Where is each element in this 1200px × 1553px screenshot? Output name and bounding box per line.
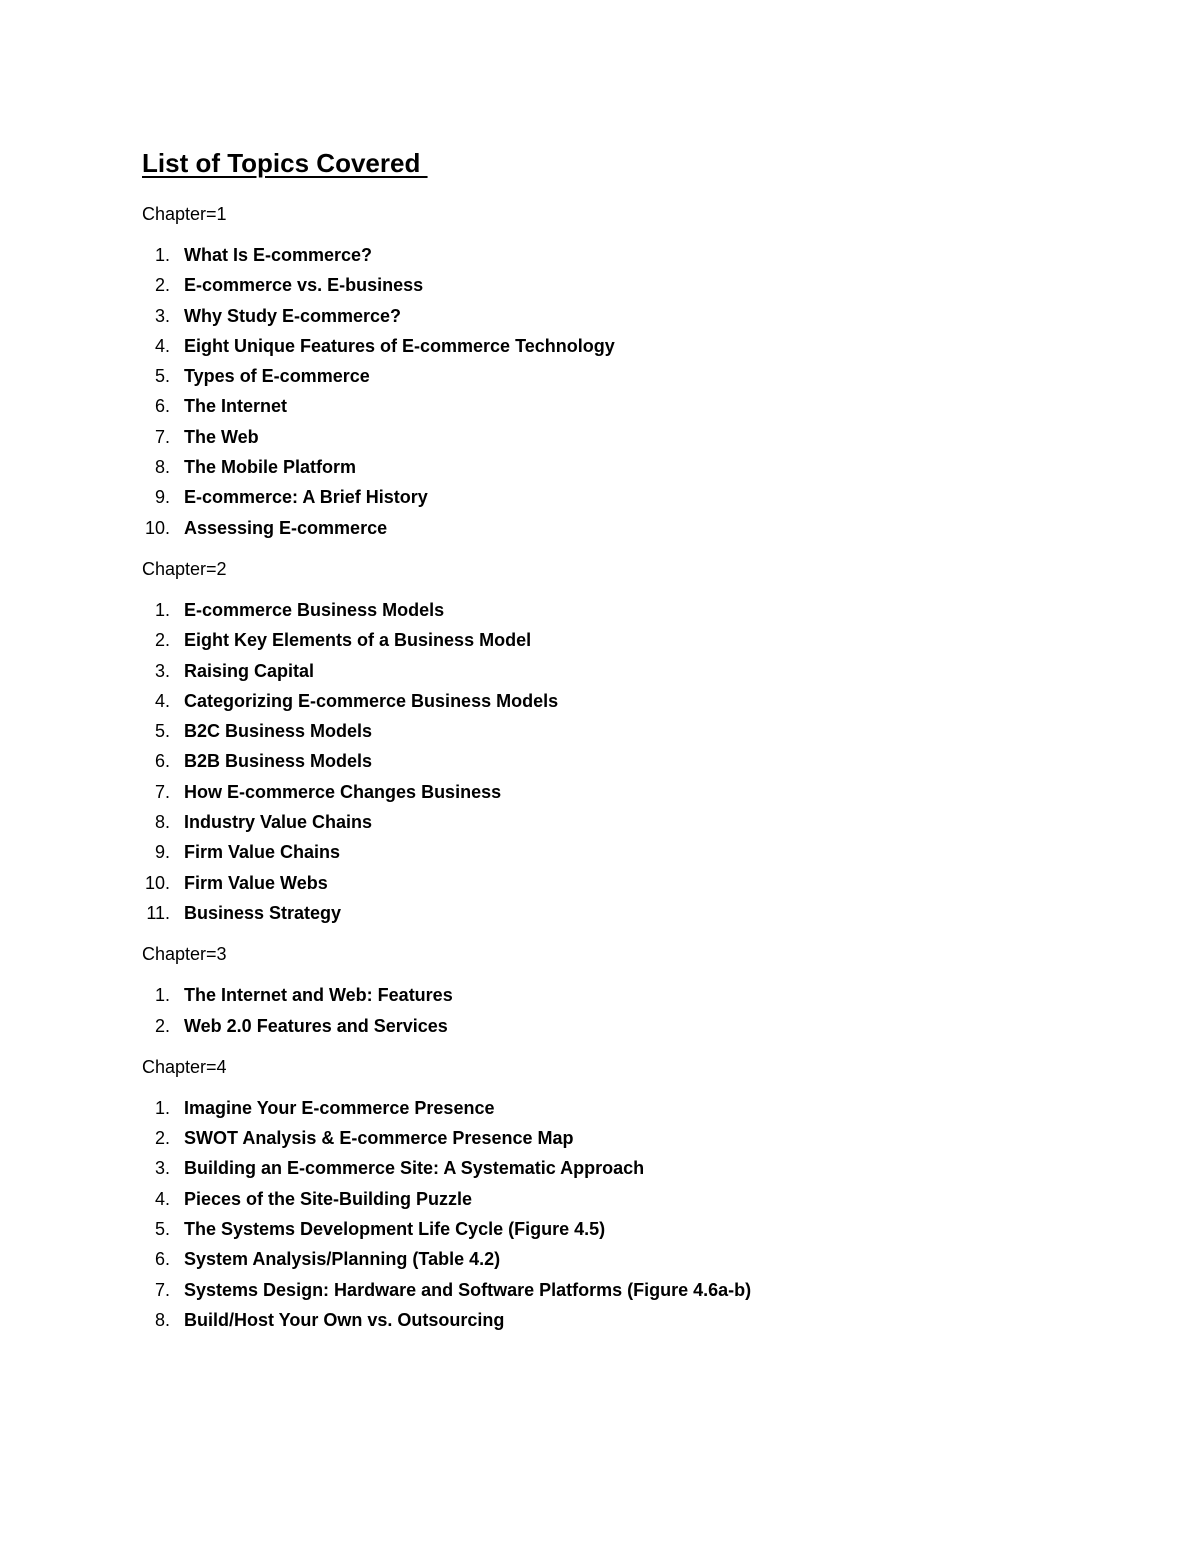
topic-item (142, 1123, 1122, 1153)
topic-item (142, 1093, 1122, 1123)
topic-number: 9. (154, 842, 170, 863)
topic-number: 5. (154, 1219, 170, 1240)
topic-item (142, 452, 1122, 482)
topic-label: E-commerce: A Brief History (184, 487, 428, 508)
topic-number: 4. (154, 335, 170, 356)
topic-list (142, 980, 1122, 1041)
topic-number: 3. (154, 660, 170, 681)
topic-number: 7. (154, 781, 170, 802)
topic-label: System Analysis/Planning (Table 4.2) (184, 1249, 501, 1270)
topic-item (142, 391, 1122, 421)
topic-label: Building an E-commerce Site: A Systematic Approach (184, 1158, 645, 1179)
topic-label: Build/Host Your Own vs. Outsourcing (184, 1309, 505, 1330)
topic-list (142, 240, 1122, 543)
topic-label: Types of E-commerce (184, 366, 370, 387)
topic-label: The Internet (184, 396, 288, 417)
topic-item (142, 595, 1122, 625)
topic-list (142, 595, 1122, 928)
topic-label: Imagine Your E-commerce Presence (184, 1097, 495, 1118)
topic-number: 3. (154, 1158, 170, 1179)
document-content (142, 146, 1122, 1349)
topic-label: Systems Design: Hardware and Software Platforms (Figure 4.6a-b) (184, 1279, 752, 1300)
topic-number: 2. (154, 1128, 170, 1149)
topic-number: 2. (154, 630, 170, 651)
topic-item (142, 240, 1122, 270)
topic-label: Assessing E-commerce (184, 517, 388, 538)
topic-item (142, 1214, 1122, 1244)
topic-label: How E-commerce Changes Business (184, 781, 502, 802)
topic-number: 10. (144, 517, 170, 538)
topic-label: The Mobile Platform (184, 457, 357, 478)
topic-item (142, 716, 1122, 746)
topic-label: Firm Value Chains (184, 842, 341, 863)
topic-number: 3. (154, 305, 170, 326)
topic-item (142, 331, 1122, 361)
topic-item (142, 807, 1122, 837)
topic-item (142, 1184, 1122, 1214)
chapter-heading: Chapter=1 (142, 204, 227, 224)
topic-label: What Is E-commerce? (184, 245, 373, 265)
chapter-heading: Chapter=3 (142, 944, 227, 965)
topic-label: B2B Business Models (184, 751, 373, 772)
topic-item (142, 1244, 1122, 1274)
topic-label: Eight Key Elements of a Business Model (184, 630, 532, 651)
topic-item (142, 482, 1122, 512)
chapter-heading: Chapter=2 (142, 558, 227, 579)
topic-label: Raising Capital (184, 660, 315, 681)
topic-list (142, 1093, 1122, 1335)
topic-item (142, 301, 1122, 331)
topic-number: 2. (154, 1015, 170, 1036)
topic-label: Pieces of the Site-Building Puzzle (184, 1188, 473, 1209)
topic-item (142, 1305, 1122, 1335)
document-title: List of Topics Covered (142, 148, 428, 178)
chapter-section (142, 1055, 1122, 1335)
topic-item (142, 625, 1122, 655)
topic-number: 1. (154, 245, 170, 265)
topic-number: 11. (146, 902, 170, 923)
topic-label: E-commerce vs. E-business (184, 275, 424, 296)
topic-number: 1. (154, 599, 170, 620)
topic-item (142, 513, 1122, 543)
topic-label: Business Strategy (184, 902, 342, 923)
topic-number: 6. (154, 1249, 170, 1270)
topic-number: 9. (154, 487, 170, 508)
chapters-container (142, 202, 1122, 1335)
topic-label: Categorizing E-commerce Business Models (184, 690, 559, 711)
topic-label: The Systems Development Life Cycle (Figure 4.5) (184, 1219, 606, 1240)
topic-label: E-commerce Business Models (184, 599, 445, 620)
topic-label: Industry Value Chains (184, 812, 373, 833)
topic-label: Eight Unique Features of E-commerce Technology (184, 335, 615, 356)
chapter-section (142, 942, 1122, 1041)
topic-label: Why Study E-commerce? (184, 305, 402, 326)
topic-number: 5. (154, 721, 170, 742)
topic-number: 7. (154, 426, 170, 447)
topic-item (142, 837, 1122, 867)
topic-item (142, 1011, 1122, 1041)
topic-number: 1. (154, 985, 170, 1006)
topic-number: 2. (154, 275, 170, 296)
topic-item (142, 746, 1122, 776)
topic-label: The Web (184, 426, 259, 447)
topic-item (142, 361, 1122, 391)
topic-label: Firm Value Webs (184, 872, 328, 893)
chapter-section (142, 202, 1122, 543)
topic-number: 8. (154, 457, 170, 478)
topic-label: SWOT Analysis & E-commerce Presence Map (184, 1128, 574, 1149)
topic-label: The Internet and Web: Features (184, 985, 453, 1006)
topic-item (142, 686, 1122, 716)
topic-number: 6. (154, 396, 170, 417)
topic-number: 10. (144, 872, 170, 893)
topic-item (142, 422, 1122, 452)
topic-label: B2C Business Models (184, 721, 373, 742)
chapter-heading: Chapter=4 (142, 1056, 227, 1077)
topic-item (142, 656, 1122, 686)
topic-item (142, 898, 1122, 928)
topic-number: 4. (154, 1188, 170, 1209)
topic-item (142, 1153, 1122, 1183)
topic-item (142, 1275, 1122, 1305)
topic-number: 8. (154, 812, 170, 833)
topic-number: 4. (154, 690, 170, 711)
topic-number: 6. (154, 751, 170, 772)
topic-number: 5. (154, 366, 170, 387)
topic-item (142, 980, 1122, 1010)
chapter-section (142, 557, 1122, 928)
topic-item (142, 270, 1122, 300)
topic-item (142, 777, 1122, 807)
topic-number: 1. (154, 1097, 170, 1118)
topic-label: Web 2.0 Features and Services (184, 1015, 448, 1036)
topic-number: 7. (154, 1279, 170, 1300)
topic-number: 8. (154, 1309, 170, 1330)
topic-item (142, 868, 1122, 898)
